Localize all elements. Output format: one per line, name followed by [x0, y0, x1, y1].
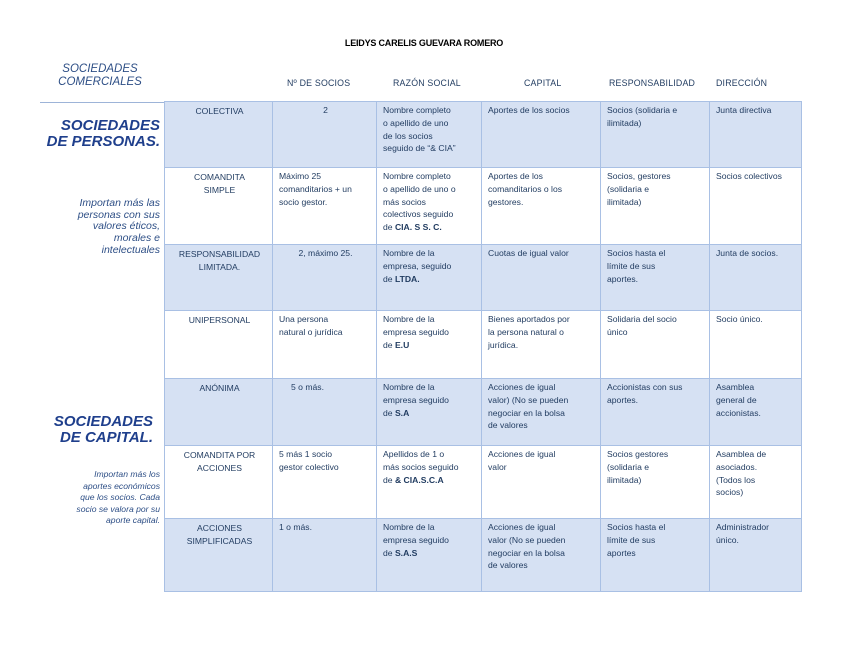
table-row: [165, 379, 802, 446]
cell-type: [165, 379, 273, 446]
cell-line: negociar en la bolsa: [488, 407, 565, 418]
cell-capital: [482, 245, 601, 311]
column-header-direccion: DIRECCIÓN: [716, 78, 768, 88]
author-name: LEIDYS CARELIS GUEVARA ROMERO: [344, 38, 504, 48]
cell-line: de valores: [488, 420, 528, 431]
cell-line: Socios (solidaria e: [607, 105, 678, 115]
cell-line: Socios hasta el: [607, 522, 666, 532]
cell-razon: [377, 245, 482, 311]
cell-direccion: [710, 245, 802, 311]
cell-line: Junta de socios.: [716, 248, 779, 258]
cell-razon: [377, 102, 482, 168]
cell-socios: [273, 311, 377, 379]
cell-line: la persona natural o: [488, 326, 564, 337]
cell-line: más socios: [383, 196, 426, 207]
cell-line: valor) (No se pueden: [488, 394, 569, 405]
cell-line: [383, 547, 477, 560]
cell-razon: [377, 311, 482, 379]
cell-line: Socios, gestores: [607, 171, 671, 181]
section-title-line: SOCIEDADES: [53, 413, 153, 430]
cell-type: [165, 446, 273, 519]
cell-line: colectivos seguido: [383, 209, 454, 220]
cell-line: ANÓNIMA: [199, 383, 240, 393]
cell-capital: [482, 379, 601, 446]
table-row: [165, 168, 802, 245]
cell-razon: [377, 168, 482, 245]
cell-line: aportes.: [607, 394, 639, 405]
cell-line: de los socios: [383, 130, 433, 141]
cell-line: socio gestor.: [279, 196, 328, 207]
section-title-line: DE PERSONAS.: [46, 133, 160, 150]
cell-line: Acciones de igual: [488, 449, 556, 459]
cell-responsabilidad: [601, 245, 710, 311]
cell-razon: [377, 446, 482, 519]
cell-line: negociar en la bolsa: [488, 547, 565, 558]
cell-line: Asamblea de: [716, 449, 767, 459]
cell-direccion: [710, 379, 802, 446]
section-note-line: valores éticos,: [92, 220, 160, 233]
cell-line: empresa, seguido: [383, 260, 452, 271]
cell-line: COMANDITA POR: [183, 450, 256, 460]
cell-responsabilidad: [601, 311, 710, 379]
cell-direccion: [710, 446, 802, 519]
cell-line: valor (No se pueden: [488, 534, 566, 545]
cell-line: ACCIONES: [197, 462, 242, 473]
cell-line: COLECTIVA: [195, 106, 244, 116]
cell-line: [383, 221, 477, 234]
cell-line: 2, máximo 25.: [298, 248, 353, 258]
section-note-line: socio se valora por su: [76, 503, 160, 514]
razon-social-suffix: E.U: [394, 339, 410, 350]
cell-line: asociados.: [716, 461, 758, 472]
cell-line: ACCIONES: [197, 523, 242, 533]
cell-line: Socios hasta el: [607, 248, 666, 258]
cell-line: Socios colectivos: [716, 171, 782, 181]
cell-line: 1 o más.: [279, 522, 312, 532]
cell-line: Socio único.: [716, 314, 763, 324]
cell-line: general de: [716, 394, 757, 405]
cell-socios: [273, 168, 377, 245]
cell-razon: [377, 519, 482, 592]
cell-line: accionistas.: [716, 407, 761, 418]
cell-type: [165, 102, 273, 168]
cell-line: comanditarios + un: [279, 183, 352, 194]
cell-line: Nombre completo: [383, 171, 451, 181]
cell-capital: [482, 168, 601, 245]
razon-social-suffix: LTDA.: [394, 273, 420, 284]
cell-line: 5 o más.: [291, 382, 324, 392]
cell-line: Acciones de igual: [488, 522, 556, 532]
cell-responsabilidad: [601, 379, 710, 446]
cell-line: gestores.: [488, 196, 524, 207]
cell-line: único: [607, 326, 628, 337]
column-header-capital: CAPITAL: [524, 78, 562, 88]
cell-capital: [482, 446, 601, 519]
section-note-capital: [40, 469, 160, 527]
razon-social-suffix: S.A.S: [394, 547, 418, 558]
cell-direccion: [710, 519, 802, 592]
column-header-socios: Nº DE SOCIOS: [287, 78, 351, 88]
cell-line: gestor colectivo: [279, 461, 339, 472]
cell-type: [165, 311, 273, 379]
cell-line: [383, 273, 477, 286]
section-note-personas: [40, 198, 160, 257]
cell-line: Nombre de la: [383, 248, 435, 258]
razon-social-suffix: & CIA.S.C.A: [394, 474, 444, 485]
cell-capital: [482, 519, 601, 592]
table-row: [165, 245, 802, 311]
cell-socios: [273, 102, 377, 168]
cell-line: SIMPLIFICADAS: [186, 535, 253, 546]
cell-direccion: [710, 102, 802, 168]
cell-line: [383, 474, 477, 487]
cell-responsabilidad: [601, 446, 710, 519]
section-note-line: intelectuales: [101, 243, 160, 256]
cell-line: Aportes de los: [488, 171, 543, 181]
cell-line: límite de sus: [607, 534, 656, 545]
cell-type: [165, 519, 273, 592]
cell-line: comanditarios o los: [488, 183, 563, 194]
razon-social-suffix: S.A: [394, 407, 410, 418]
section-note-line: aporte capital.: [106, 515, 160, 526]
cell-line: Solidaria del socio: [607, 314, 677, 324]
section-note-line: que los socios. Cada: [80, 492, 160, 503]
cell-line: aportes.: [607, 273, 639, 284]
cell-socios: [273, 519, 377, 592]
cell-type: [165, 168, 273, 245]
cell-line: único.: [716, 534, 739, 545]
cell-line-text: de: [383, 547, 393, 558]
cell-line: más socios seguido: [383, 461, 459, 472]
left-header: [40, 63, 160, 89]
cell-type: [165, 245, 273, 311]
cell-line-text: de: [383, 474, 393, 485]
cell-socios: [273, 446, 377, 519]
left-header-line: SOCIEDADES: [62, 63, 138, 75]
cell-line-text: de: [383, 222, 393, 233]
cell-line: (solidaria e: [607, 461, 650, 472]
cell-line: RESPONSABILIDAD: [178, 249, 261, 259]
column-header-razon-social: RAZÓN SOCIAL: [393, 78, 461, 88]
cell-line: Junta directiva: [716, 105, 772, 115]
cell-responsabilidad: [601, 102, 710, 168]
cell-line: Cuotas de igual valor: [488, 248, 569, 258]
cell-line: Nombre completo: [383, 105, 451, 115]
cell-line: Máximo 25: [279, 171, 322, 181]
section-note-line: Importan más los: [94, 469, 160, 479]
cell-line: de valores: [488, 560, 528, 571]
cell-socios: [273, 379, 377, 446]
cell-line: [383, 339, 477, 352]
cell-line: seguido de “& CIA”: [383, 143, 456, 154]
cell-line: UNIPERSONAL: [188, 315, 251, 325]
cell-line: 2: [323, 105, 328, 115]
left-header-divider: [40, 102, 164, 103]
cell-line: jurídica.: [488, 339, 519, 350]
section-title-line: SOCIEDADES: [60, 117, 160, 134]
cell-line: aportes: [607, 547, 636, 558]
cell-line: Accionistas con sus: [607, 382, 683, 392]
section-note-line: morales e: [113, 232, 160, 245]
table-row: [165, 102, 802, 168]
cell-line: Aportes de los socios: [488, 105, 570, 115]
cell-line: Asamblea: [716, 382, 755, 392]
cell-direccion: [710, 168, 802, 245]
cell-line: ilimitada): [607, 117, 642, 128]
cell-line: límite de sus: [607, 260, 656, 271]
cell-line: Nombre de la: [383, 314, 435, 324]
cell-line: Acciones de igual: [488, 382, 556, 392]
societies-table: [164, 101, 802, 592]
section-title-personas: [40, 118, 160, 150]
cell-capital: [482, 311, 601, 379]
left-header-line: COMERCIALES: [58, 76, 142, 88]
cell-line: Socios gestores: [607, 449, 669, 459]
cell-line: o apellido de uno o: [383, 183, 456, 194]
section-title-line: DE CAPITAL.: [59, 429, 153, 446]
cell-line-text: de: [383, 339, 393, 350]
cell-line: LIMITADA.: [198, 261, 241, 272]
cell-line: socios): [716, 487, 744, 498]
section-note-line: aportes económicos: [83, 480, 160, 491]
cell-line: ilimitada): [607, 196, 642, 207]
cell-line-text: de: [383, 407, 393, 418]
razon-social-suffix: CIA. S S. C.: [394, 222, 442, 233]
cell-line: empresa seguido: [383, 326, 449, 337]
cell-line: natural o jurídica: [279, 326, 343, 337]
cell-line: (Todos los: [716, 474, 756, 485]
table-row: [165, 311, 802, 379]
section-note-line: personas con sus: [77, 208, 160, 221]
cell-line: [383, 407, 477, 420]
cell-line: (solidaria e: [607, 183, 650, 194]
cell-line: o apellido de uno: [383, 117, 449, 128]
cell-responsabilidad: [601, 519, 710, 592]
cell-line: Nombre de la: [383, 522, 435, 532]
cell-responsabilidad: [601, 168, 710, 245]
cell-line: Administrador: [716, 522, 770, 532]
cell-line: valor: [488, 461, 507, 472]
cell-line: COMANDITA: [194, 172, 245, 182]
table-row: [165, 446, 802, 519]
table-row: [165, 519, 802, 592]
column-header-responsabilidad: RESPONSABILIDAD: [609, 78, 696, 88]
cell-line: empresa seguido: [383, 394, 449, 405]
cell-line: ilimitada): [607, 474, 642, 485]
section-title-capital: [40, 414, 153, 446]
cell-line-text: de: [383, 273, 393, 284]
cell-line: Bienes aportados por: [488, 314, 570, 324]
cell-direccion: [710, 311, 802, 379]
cell-razon: [377, 379, 482, 446]
cell-line: 5 más 1 socio: [279, 449, 333, 459]
cell-socios: [273, 245, 377, 311]
cell-capital: [482, 102, 601, 168]
cell-line: empresa seguido: [383, 534, 449, 545]
cell-line: Una persona: [279, 314, 329, 324]
cell-line: Nombre de la: [383, 382, 435, 392]
cell-line: SIMPLE: [203, 184, 236, 195]
cell-line: Apellidos de 1 o: [383, 449, 445, 459]
section-note-line: Importan más las: [79, 197, 160, 209]
